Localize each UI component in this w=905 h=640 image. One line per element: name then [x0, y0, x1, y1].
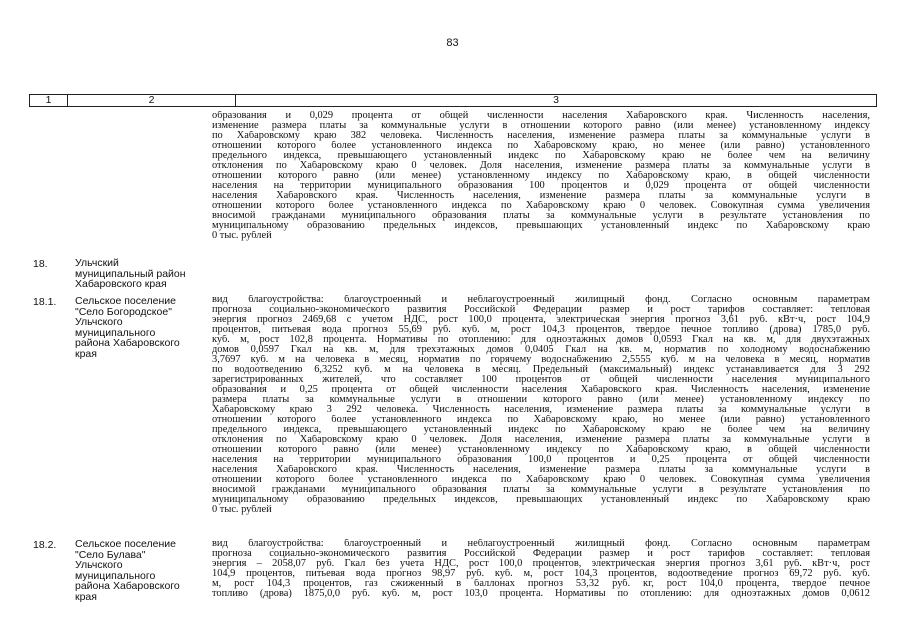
text-line: вид благоустройства: благоустроенный и неблагоустроенный жилищный фонд. Согласно основным параметрам: [212, 539, 870, 549]
row-18-name: [75, 258, 203, 290]
row-18-2-name: [75, 539, 203, 602]
text-line: населения Хабаровского края. Численность населения, изменение размера платы за коммунальные услуги в: [212, 465, 870, 475]
table-header-col2: 2: [68, 95, 236, 106]
text-line: Ульчского: [75, 559, 123, 571]
text-line: края: [75, 347, 97, 360]
text-line: 0 тыс. рублей: [212, 505, 272, 515]
text-line: изменение размера платы за коммунальные услуги в отношении которого равно (или менее) установленному индексу: [212, 121, 870, 131]
text-line: зарегистрированных жителей, что составляет 100 процентов от общей численности населения муниципального: [212, 375, 870, 385]
text-line: населения на территории муниципального образования 100,0 процентов и 0,25 процента от общей численности: [212, 455, 870, 465]
text-line: отношении которого более установленного индекса по Хабаровскому краю, но менее (или равно) установленного: [212, 415, 870, 425]
text-line: по водоотведению 6,3252 куб. м на человека в месяц. Предельный (максимальный) индекс устанавливается для 3 292: [212, 365, 870, 375]
text-line: Ульчский: [75, 257, 119, 269]
text-line: по Хабаровскому краю 382 человека. Численность населения, изменение размера платы за коммунальные услуги в: [212, 131, 870, 141]
text-line: отношении которого более установленного индекса по Хабаровскому краю 0 человек. Совокупная сумма увеличения: [212, 475, 870, 485]
text-line: прогноза социально-экономического развития Российской Федерации размер и рост тарифов составляет: тепловая: [212, 305, 870, 315]
text-line: Сельское поселение: [75, 538, 176, 550]
text-line: населения Хабаровского края. Численность населения, изменение размера платы за коммунальные услуги в: [212, 191, 870, 201]
text-line: домов 0,0597 Гкал на кв. м, для трехэтажных домов 0,0405 Гкал на кв. м, норматив по холодному водоснабжению: [212, 345, 870, 355]
text-line: Сельское поселение: [75, 295, 176, 307]
text-line: 104,9 процентов, питьевая вода прогноз 98,97 руб. куб. м, рост 104,3 процентов, водоотведение прогноз 69,72 руб. куб.: [212, 569, 870, 579]
text-line: муниципального: [75, 326, 156, 339]
text-line: предельного индекса, превышающего установленный индекс по Хабаровскому краю не более чем на величину: [212, 425, 870, 435]
text-line: вид благоустройства: благоустроенный и неблагоустроенный жилищный фонд. Согласно основным параметрам: [212, 295, 870, 305]
text-line: м, рост 104,3 процентов, газ сжиженный в баллонах прогноз 53,32 руб. кг, рост 104,0 процента, твердое печное: [212, 579, 870, 589]
text-line: района Хабаровского: [75, 580, 180, 592]
text-line: муниципальному образованию предельных индексов, превышающих установленный индекс по Хабаровскому краю: [212, 495, 870, 505]
row-18-1-description: [212, 295, 870, 515]
row-18-1-number: 18.1.: [33, 296, 57, 308]
table-header-col1: 1: [30, 95, 68, 106]
text-line: края: [75, 590, 97, 603]
text-line: района Хабаровского: [75, 337, 180, 349]
text-line: Хабаровскому краю 3 292 человека. Численность населения, изменение размера платы за коммунальные услуги в: [212, 405, 870, 415]
text-line: вносимой гражданами муниципального образования платы за коммунальные услуги в результате установления по: [212, 485, 870, 495]
text-line: Хабаровского края: [75, 278, 167, 290]
text-line: энергия прогноз 2469,68 с учетом НДС, рост 100,0 процента, электрическая энергия прогноз 3,61 руб. кВт·ч, рост 104,9: [212, 315, 870, 325]
row-18-2-number: 18.2.: [33, 539, 57, 551]
text-line: муниципального: [75, 569, 156, 582]
table-header-row: [29, 94, 877, 107]
text-line: "Село Булава": [75, 548, 146, 561]
text-line: процентов, питьевая вода прогноз 55,69 руб. куб. м, рост 104,3 процентов, твердое печное топливо (дрова) 1785,0 руб.: [212, 325, 870, 335]
page-number: 83: [446, 37, 459, 49]
text-line: образования и 0,029 процента от общей численности населения Хабаровского края. Численность населения,: [212, 111, 870, 121]
text-line: куб. м, рост 102,8 процента. Нормативы по отоплению: для одноэтажных домов 0,0593 Гкал на кв. м, для двухэтажных: [212, 335, 870, 345]
text-line: образования и 0,25 процента от общей численности населения Хабаровского края. Численность населения, изменение: [212, 385, 870, 395]
text-line: 3,7697 куб. м на человека в месяц, норматив по горячему водоснабжению 2,5555 куб. м на человека в месяц, норматив: [212, 355, 870, 365]
text-line: отклонения по Хабаровскому краю 0 человек. Доля населения, изменение размера платы за коммунальные услуги в: [212, 435, 870, 445]
row-18-number: 18.: [33, 258, 48, 270]
text-line: энергия – 2058,07 руб. Гкал без учета НДС, рост 100,0 процентов, электрическая энергия прогноз 3,61 руб. кВт·ч, рост: [212, 559, 870, 569]
row-18-2-description: [212, 539, 870, 599]
text-line: топливо (дрова) 1875,0,0 руб. куб. м, рост 103,0 процента. Нормативы по отоплению: для одноэтажных домов 0,0612: [212, 589, 870, 599]
text-line: "Село Богородское": [75, 305, 172, 318]
text-line: Ульчского: [75, 316, 123, 328]
text-line: муниципальный район: [75, 267, 186, 280]
text-line: отношении которого более установленного индекса по Хабаровскому краю, но менее (или равно) установленного: [212, 141, 870, 151]
text-line: размера платы за коммунальные услуги в отношении которого равно (или менее) установленному индексу по: [212, 395, 870, 405]
text-line: населения на территории муниципального образования 100 процентов и 0,029 процента от общей численности: [212, 181, 870, 191]
text-line: муниципальному образованию предельных индексов, превышающих установленный индекс по Хабаровскому краю: [212, 221, 870, 231]
text-line: отклонения по Хабаровскому краю 0 человек. Доля населения, изменение размера платы за коммунальные услуги в: [212, 161, 870, 171]
text-line: отношении которого равно (или менее) установленному индексу по Хабаровскому краю, в общей численности: [212, 445, 870, 455]
text-line: отношении которого равно (или менее) установленному индексу по Хабаровскому краю, в общей численности: [212, 171, 870, 181]
text-line: 0 тыс. рублей: [212, 231, 272, 241]
text-line: прогноза социально-экономического развития Российской Федерации размер и рост тарифов составляет: тепловая: [212, 549, 870, 559]
table-header-col3: 3: [553, 94, 559, 106]
text-line: предельного индекса, превышающего установленный индекс по Хабаровскому краю не более чем на величину: [212, 151, 870, 161]
text-line: отношении которого более установленного индекса по Хабаровскому краю 0 человек. Совокупная сумма увеличения: [212, 201, 870, 211]
row-18-1-name: [75, 296, 203, 359]
continuation-text: [212, 111, 870, 241]
text-line: вносимой гражданами муниципального образования платы за коммунальные услуги в результате установления по: [212, 211, 870, 221]
